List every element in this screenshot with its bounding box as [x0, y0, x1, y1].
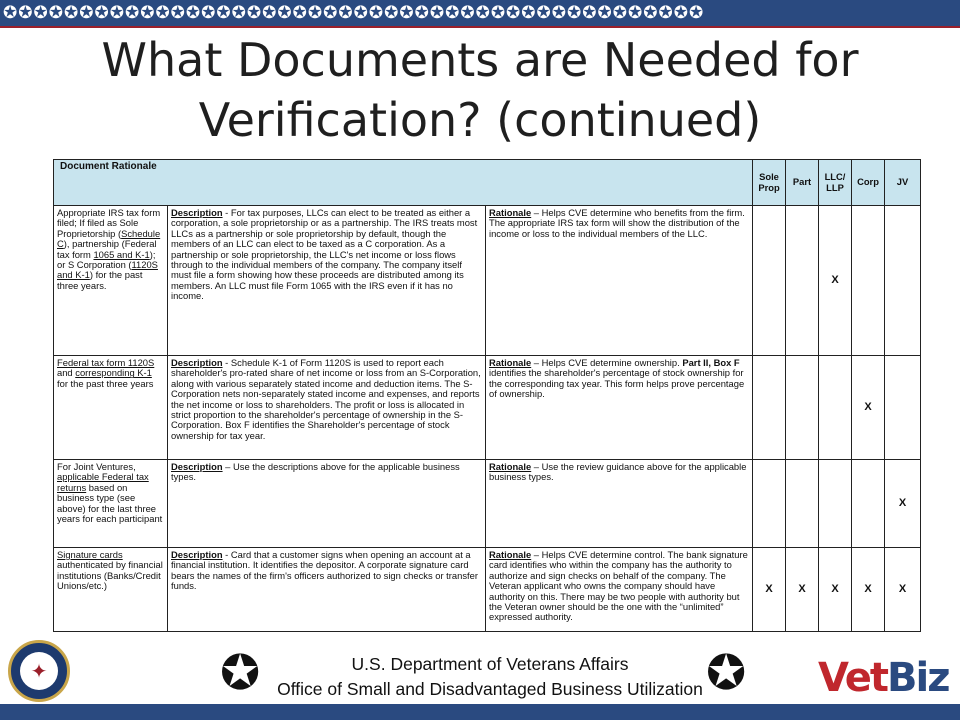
description-cell: Description - For tax purposes, LLCs can elect to be treated as either a corporation, a sole proprietorship or as a partnership. The IRS treats most LLCs as a partnership or sole proprietorship by default, though the members of an LLC can elect to be taxed as a C corporation. As a partnership or sole proprietorship, the LLC's net income or loss flows through to the individual members of the company. The company itself must file a form showing how these proceeds are distributed among its members. An LLC must file Form 1065 with the IRS even if it has no income. [168, 206, 486, 356]
document-table-image [53, 159, 920, 632]
mark-llc-llp [819, 460, 852, 548]
mark-part [786, 460, 819, 548]
mark-jv [885, 206, 921, 356]
logo-vet: Vet [818, 655, 888, 701]
rationale-cell: Rationale – Helps CVE determine who benefits from the firm. The appropriate IRS tax form will show the distribution of the income or loss to the individual members of the LLC. [486, 206, 753, 356]
footer-bar [0, 704, 960, 720]
mark-part [786, 206, 819, 356]
mark-corp [852, 206, 885, 356]
header-corp: Corp [852, 160, 885, 206]
table-row [54, 356, 921, 460]
mark-corp [852, 460, 885, 548]
mark-sole-prop [753, 206, 786, 356]
mark-llc-llp: X [819, 548, 852, 632]
description-cell: Description - Schedule K-1 of Form 1120S is used to report each shareholder's pro-rated share of net income or loss from an S-Corporation, along with various separately stated income and deduction items. The S-Corporation nets non-separately stated income and expenses, and reports the net income or loss to shareholders. The profit or loss is allocated in strict proportion to the shareholder's percentage of ownership in the S-Corporation. Box F identifies the Shareholder's percentage of stock ownership for tax year. [168, 356, 486, 460]
rationale-cell: Rationale – Use the review guidance above for the applicable business types. [486, 460, 753, 548]
table-row [54, 206, 921, 356]
mark-corp: X [852, 356, 885, 460]
vetbiz-logo [818, 650, 958, 706]
title-line-2: Verification? (continued) [198, 93, 762, 147]
eagle-icon: ✦ [20, 652, 58, 690]
mark-jv [885, 356, 921, 460]
star-icon-row: ✪✪✪✪✪✪✪✪✪✪✪✪✪✪✪✪✪✪✪✪✪✪✪✪✪✪✪✪✪✪✪✪✪✪✪✪✪✪✪✪✪✪✪✪✪✪ [3, 3, 705, 22]
footer-line-2: Office of Small and Disadvantaged Business Utilization [277, 679, 703, 699]
rationale-cell: Rationale – Helps CVE determine control. The bank signature card identifies who within the company has the authority to authorize and sign checks on behalf of the company. The Veteran applicant who owns the company should have authority on this. There may be two people with authority but the Veteran owner should be the one with the “unlimited” expressed authority. [486, 548, 753, 632]
rationale-cell: Rationale – Helps CVE determine ownership. Part II, Box F identifies the shareholder's percentage of stock ownership for the corresponding tax year. This form helps prove percentage of ownership. [486, 356, 753, 460]
header-document-rationale: Document Rationale [54, 160, 753, 206]
table-row [54, 548, 921, 632]
document-rationale-table [53, 159, 921, 632]
left-star-icon: ✪ [220, 647, 261, 700]
header-llc-llp: LLC/ LLP [819, 160, 852, 206]
footer-organization [270, 652, 710, 702]
slide-title [0, 30, 960, 150]
logo-biz: Biz [887, 655, 949, 701]
header-sole-prop: Sole Prop [753, 160, 786, 206]
mark-corp: X [852, 548, 885, 632]
header-part: Part [786, 160, 819, 206]
table-header-row [54, 160, 921, 206]
va-seal-logo [8, 640, 70, 702]
title-line-1: What Documents are Needed for [101, 33, 859, 87]
footer-line-1: U.S. Department of Veterans Affairs [351, 654, 629, 674]
mark-part [786, 356, 819, 460]
document-cell: Appropriate IRS tax form filed; If filed as Sole Proprietorship (Schedule C), partnership (Federal tax form 1065 and K-1); or S Corporation (1120S and K-1) for the past three years. [54, 206, 168, 356]
mark-part: X [786, 548, 819, 632]
mark-sole-prop: X [753, 548, 786, 632]
top-star-banner [0, 0, 960, 28]
description-cell: Description – Use the descriptions above for the applicable business types. [168, 460, 486, 548]
document-cell: Signature cards authenticated by financial institutions (Banks/Credit Unions/etc.) [54, 548, 168, 632]
mark-jv: X [885, 460, 921, 548]
mark-sole-prop [753, 356, 786, 460]
right-star-icon: ✪ [706, 647, 747, 700]
document-cell: For Joint Ventures, applicable Federal tax returns based on business type (see above) for the last three years for each participant [54, 460, 168, 548]
mark-jv: X [885, 548, 921, 632]
document-cell: Federal tax form 1120S and corresponding K-1 for the past three years [54, 356, 168, 460]
mark-sole-prop [753, 460, 786, 548]
description-cell: Description - Card that a customer signs when opening an account at a financial institution. It identifies the depositor. A corporate signature card bears the names of the firm's officers authorized to sign checks or transfer funds. [168, 548, 486, 632]
header-jv: JV [885, 160, 921, 206]
mark-llc-llp: X [819, 206, 852, 356]
mark-llc-llp [819, 356, 852, 460]
table-row [54, 460, 921, 548]
